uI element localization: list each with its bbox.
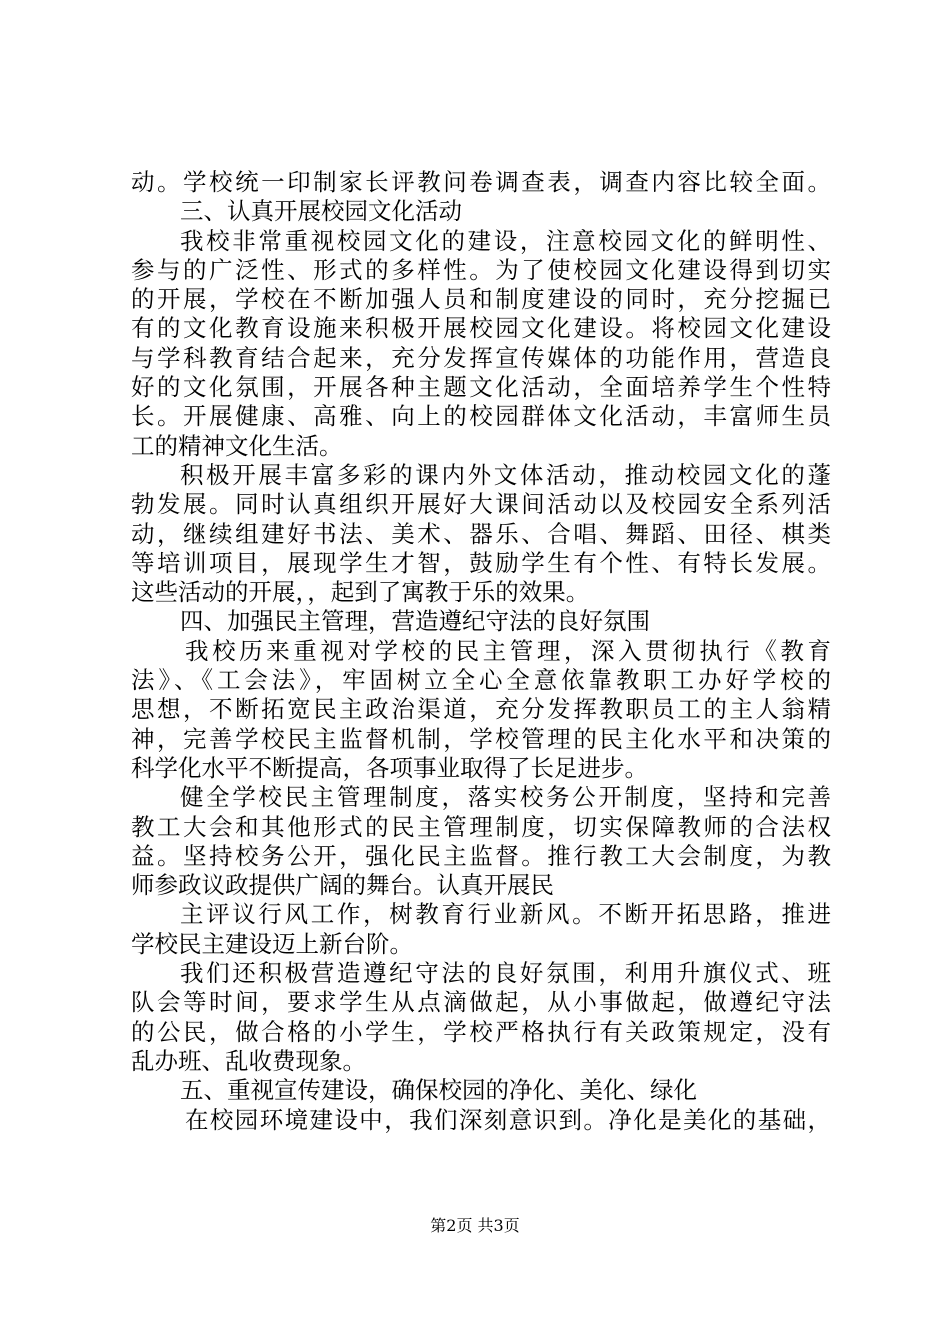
paragraph-line: 我校非常重视校园文化的建设，注意校园文化的鲜明性、 bbox=[180, 226, 831, 255]
page-footer: 第2页 共3页 bbox=[430, 1216, 520, 1235]
paragraph-line: 等培训项目，展现学生才智，鼓励学生有个性、有特长发展。 bbox=[131, 548, 831, 577]
paragraph-line: 与学科教育结合起来，充分发挥宣传媒体的功能作用，营造良 bbox=[131, 343, 831, 372]
paragraph-line: 思想，不断拓宽民主政治渠道，充分发挥教职员工的主人翁精 bbox=[131, 695, 831, 724]
section-heading: 四、加强民主管理，营造遵纪守法的良好氛围 bbox=[180, 607, 650, 636]
section-heading: 三、认真开展校园文化活动 bbox=[180, 197, 462, 226]
paragraph-line: 科学化水平不断提高，各项事业取得了长足进步。 bbox=[131, 753, 648, 782]
paragraph-line: 乱办班、乱收费现象。 bbox=[131, 1046, 366, 1075]
paragraph-line: 队会等时间，要求学生从点滴做起，从小事做起，做遵纪守法 bbox=[131, 988, 831, 1017]
document-body bbox=[131, 168, 831, 1135]
paragraph-line: 这些活动的开展，，起到了寓教于乐的效果。 bbox=[131, 578, 590, 607]
paragraph-line: 工的精神文化生活。 bbox=[131, 431, 343, 460]
paragraph-line: 好的文化氛围，开展各种主题文化活动，全面培养学生个性特 bbox=[131, 373, 831, 402]
paragraph-line: 教工大会和其他形式的民主管理制度，切实保障教师的合法权 bbox=[131, 812, 831, 841]
paragraph-line: 我校历来重视对学校的民主管理，深入贯彻执行《教育 bbox=[185, 636, 831, 665]
paragraph-line: 的开展，学校在不断加强人员和制度建设的同时，充分挖掘已 bbox=[131, 285, 831, 314]
paragraph-line: 师参政议政提供广阔的舞台。认真开展民 bbox=[131, 871, 554, 900]
paragraph-line: 神，完善学校民主监督机制，学校管理的民主化水平和决策的 bbox=[131, 724, 831, 753]
paragraph-line: 动。学校统一印制家长评教问卷调查表，调查内容比较全面。 bbox=[131, 168, 831, 196]
paragraph-line: 参与的广泛性、形式的多样性。为了使校园文化建设得到切实 bbox=[131, 255, 831, 284]
paragraph-line: 有的文化教育设施来积极开展校园文化建设。将校园文化建设 bbox=[131, 314, 831, 343]
paragraph-line: 主评议行风工作，树教育行业新风。不断开拓思路，推进 bbox=[180, 900, 831, 929]
paragraph-line: 益。坚持校务公开，强化民主监督。推行教工大会制度，为教 bbox=[131, 841, 831, 870]
paragraph-line: 法》、《工会法》，牢固树立全心全意依靠教职工办好学校的 bbox=[131, 666, 831, 695]
paragraph-line: 我们还积极营造遵纪守法的良好氛围，利用升旗仪式、班 bbox=[180, 959, 831, 988]
paragraph-line: 在校园环境建设中，我们深刻意识到。净化是美化的基础， bbox=[185, 1105, 831, 1134]
paragraph-line: 健全学校民主管理制度，落实校务公开制度，坚持和完善 bbox=[180, 783, 831, 812]
paragraph-line: 学校民主建设迈上新台阶。 bbox=[131, 929, 413, 958]
paragraph-line: 的公民，做合格的小学生，学校严格执行有关政策规定，没有 bbox=[131, 1017, 831, 1046]
paragraph-line: 勃发展。同时认真组织开展好大课间活动以及校园安全系列活 bbox=[131, 490, 831, 519]
section-heading: 五、重视宣传建设，确保校园的净化、美化、绿化 bbox=[180, 1076, 697, 1105]
paragraph-line: 长。开展健康、高雅、向上的校园群体文化活动，丰富师生员 bbox=[131, 402, 831, 431]
paragraph-line: 动，继续组建好书法、美术、器乐、合唱、舞蹈、田径、棋类 bbox=[131, 519, 831, 548]
paragraph-line: 积极开展丰富多彩的课内外文体活动，推动校园文化的蓬 bbox=[180, 460, 831, 489]
